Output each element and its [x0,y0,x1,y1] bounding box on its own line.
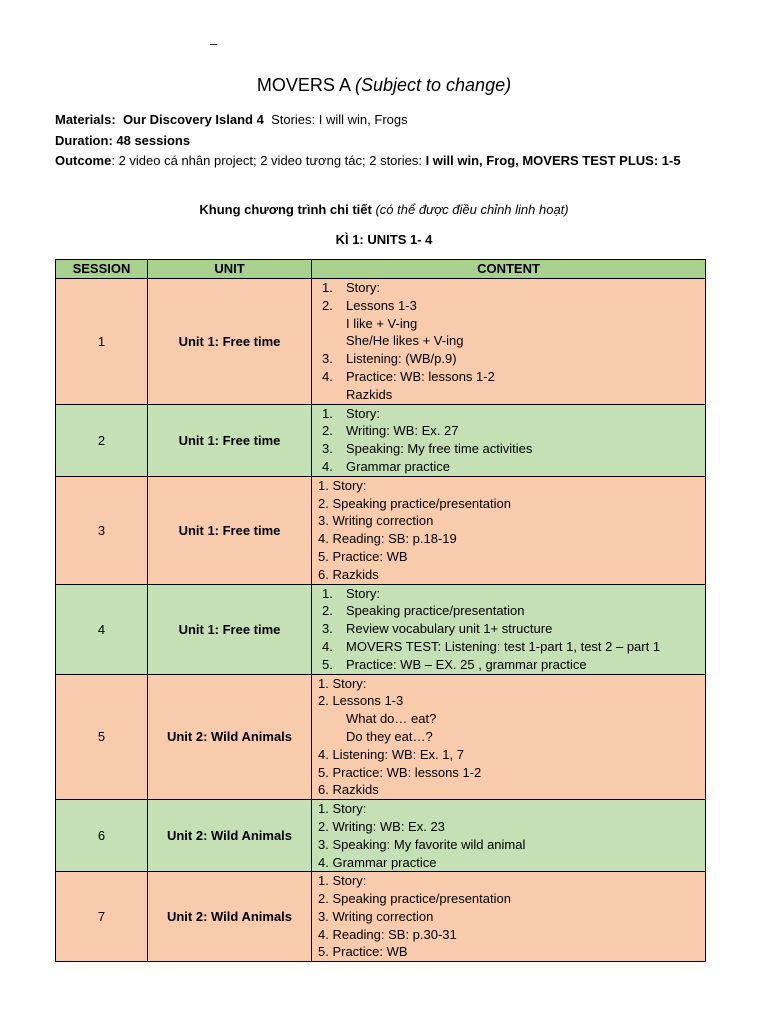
item-text: Do they eat…? [346,728,433,744]
item-number: 1. [322,280,333,295]
content-item [312,530,705,548]
item-text: 1. Story: [318,801,367,817]
content-cell [312,584,706,674]
content-item [312,332,705,350]
session-number: 7 [56,872,148,962]
table-row [56,584,706,674]
content-item [312,638,705,656]
item-text: 5. Practice: WB: lessons 1-2 [318,764,482,780]
content-item [312,297,705,315]
content-item [312,602,705,620]
content-item [312,710,705,728]
item-number: 3. [322,351,333,367]
item-text: MOVERS TEST: Listening: test 1-part 1, test 2 – part 1 [346,638,661,654]
unit-name: Unit 1: Free time [148,404,312,476]
item-text: Review vocabulary unit 1+ structure [346,621,553,637]
content-list [312,872,705,961]
item-text: 6. Razkids [318,566,379,582]
content-cell [312,279,706,405]
content-item [312,675,705,693]
framework-title-main: Khung chương trình chi tiết [199,202,372,217]
outcome-line [55,153,681,169]
content-item [312,512,705,530]
curriculum-table [55,259,706,962]
content-item [312,620,705,638]
content-item [312,781,705,799]
content-item [312,800,705,818]
item-text: Listening: (WB/p.9) [346,351,457,367]
item-text: 1. Story: [318,477,367,493]
content-item [312,350,705,368]
content-cell [312,674,706,800]
item-text: 5. Practice: WB [318,548,408,564]
content-item [312,386,705,404]
content-item [312,422,705,440]
item-text: 4. Listening: WB: Ex. 1, 7 [318,746,464,762]
content-item [312,728,705,746]
content-item [312,440,705,458]
content-list [312,477,705,584]
content-item [312,656,705,674]
materials-label: Materials: [55,112,116,127]
content-item [312,890,705,908]
materials-line [55,112,408,128]
title-note: (Subject to change) [354,75,512,95]
session-number: 4 [56,584,148,674]
item-number: 2. [322,297,333,313]
item-number: 4. [322,458,333,474]
table-row [56,872,706,962]
content-item [312,692,705,710]
table-row [56,674,706,800]
item-text: 2. Writing: WB: Ex. 23 [318,818,445,834]
content-item [312,315,705,333]
item-number: 3. [322,441,333,457]
item-text: Lessons 1-3 [346,297,417,313]
content-item [312,854,705,872]
item-text: Practice: WB – EX. 25 , grammar practice [346,656,587,672]
content-item [312,548,705,566]
item-number: 1. [322,585,333,601]
unit-name: Unit 2: Wild Animals [148,674,312,800]
content-item [312,746,705,764]
item-number: 4. [322,368,333,384]
item-text: Speaking: My free time activities [346,441,533,457]
content-item [312,566,705,584]
content-item [312,943,705,961]
item-number: 1. [322,405,333,421]
item-text: 4. Reading: SB: p.18-19 [318,531,457,547]
content-item [312,818,705,836]
item-text: 4. Reading: SB: p.30-31 [318,926,457,942]
item-text: 5. Practice: WB [318,944,408,960]
unit-name: Unit 1: Free time [148,584,312,674]
table-row [56,476,706,584]
item-text: 4. Grammar practice [318,854,437,870]
col-session-header: SESSION [56,260,148,279]
unit-name: Unit 2: Wild Animals [148,872,312,962]
unit-name: Unit 1: Free time [148,476,312,584]
duration-line [55,133,190,149]
outcome-bold: I will win, Frog, MOVERS TEST PLUS: 1-5 [425,153,681,168]
content-item [312,458,705,476]
item-text: Story: [346,585,380,601]
content-item [312,836,705,854]
content-item [312,279,705,297]
table-header-row [56,260,706,279]
content-list [312,405,705,476]
session-number: 6 [56,800,148,872]
stray-dash: – [210,36,218,51]
item-text: 3. Speaking: My favorite wild animal [318,836,526,852]
unit-name: Unit 1: Free time [148,279,312,405]
item-text: 1. Story: [318,675,367,691]
table-row [56,279,706,405]
session-number: 3 [56,476,148,584]
session-number: 1 [56,279,148,405]
item-text: 2. Speaking practice/presentation [318,495,511,511]
item-number: 2. [322,603,333,619]
session-number: 5 [56,674,148,800]
item-text: What do… eat? [346,711,437,727]
col-unit-header: UNIT [148,260,312,279]
content-list [312,675,705,800]
col-content-header: CONTENT [312,260,706,279]
framework-title-note: (có thể được điều chỉnh linh hoạt) [375,202,569,217]
item-text: 3. Writing correction [318,513,434,529]
item-text: 1. Story: [318,873,367,889]
content-cell [312,872,706,962]
content-item [312,872,705,890]
item-text: Speaking practice/presentation [346,603,525,619]
content-item [312,926,705,944]
item-text: Grammar practice [346,458,451,474]
table-row [56,800,706,872]
item-text: Story: [346,405,380,421]
unit-name: Unit 2: Wild Animals [148,800,312,872]
term-heading: KÌ 1: UNITS 1- 4 [335,232,433,247]
item-text: I like + V-ing [346,315,418,331]
content-item [312,764,705,782]
content-list [312,800,705,871]
outcome-label: Outcome [55,153,112,168]
item-text: Razkids [346,386,393,402]
content-cell [312,404,706,476]
table-row [56,404,706,476]
title-main: MOVERS A [256,75,350,95]
item-number: 3. [322,621,333,637]
item-text: Writing: WB: Ex. 27 [346,423,459,439]
session-number: 2 [56,404,148,476]
duration-text: Duration: 48 sessions [55,133,191,148]
content-item [312,495,705,513]
content-list [312,585,705,674]
item-text: Story: [346,280,380,295]
content-item [312,908,705,926]
content-item [312,585,705,603]
page-title [0,75,768,96]
item-text: She/He likes + V-ing [346,333,464,349]
content-item [312,368,705,386]
content-list [312,279,705,404]
item-text: 2. Lessons 1-3 [318,693,404,709]
item-number: 5. [322,656,333,672]
item-text: 2. Speaking practice/presentation [318,891,511,907]
content-item [312,477,705,495]
item-number: 4. [322,638,333,654]
content-cell [312,476,706,584]
content-cell [312,800,706,872]
item-text: 6. Razkids [318,782,379,798]
item-text: 3. Writing correction [318,908,434,924]
item-text: Practice: WB: lessons 1-2 [346,368,495,384]
content-item [312,405,705,423]
materials-book: Our Discovery Island 4 [122,112,264,127]
materials-stories: Stories: I will win, Frogs [271,112,408,127]
outcome-text: : 2 video cá nhân project; 2 video tương tác; 2 stories: [111,153,426,168]
item-number: 2. [322,423,333,439]
framework-title [0,202,768,217]
